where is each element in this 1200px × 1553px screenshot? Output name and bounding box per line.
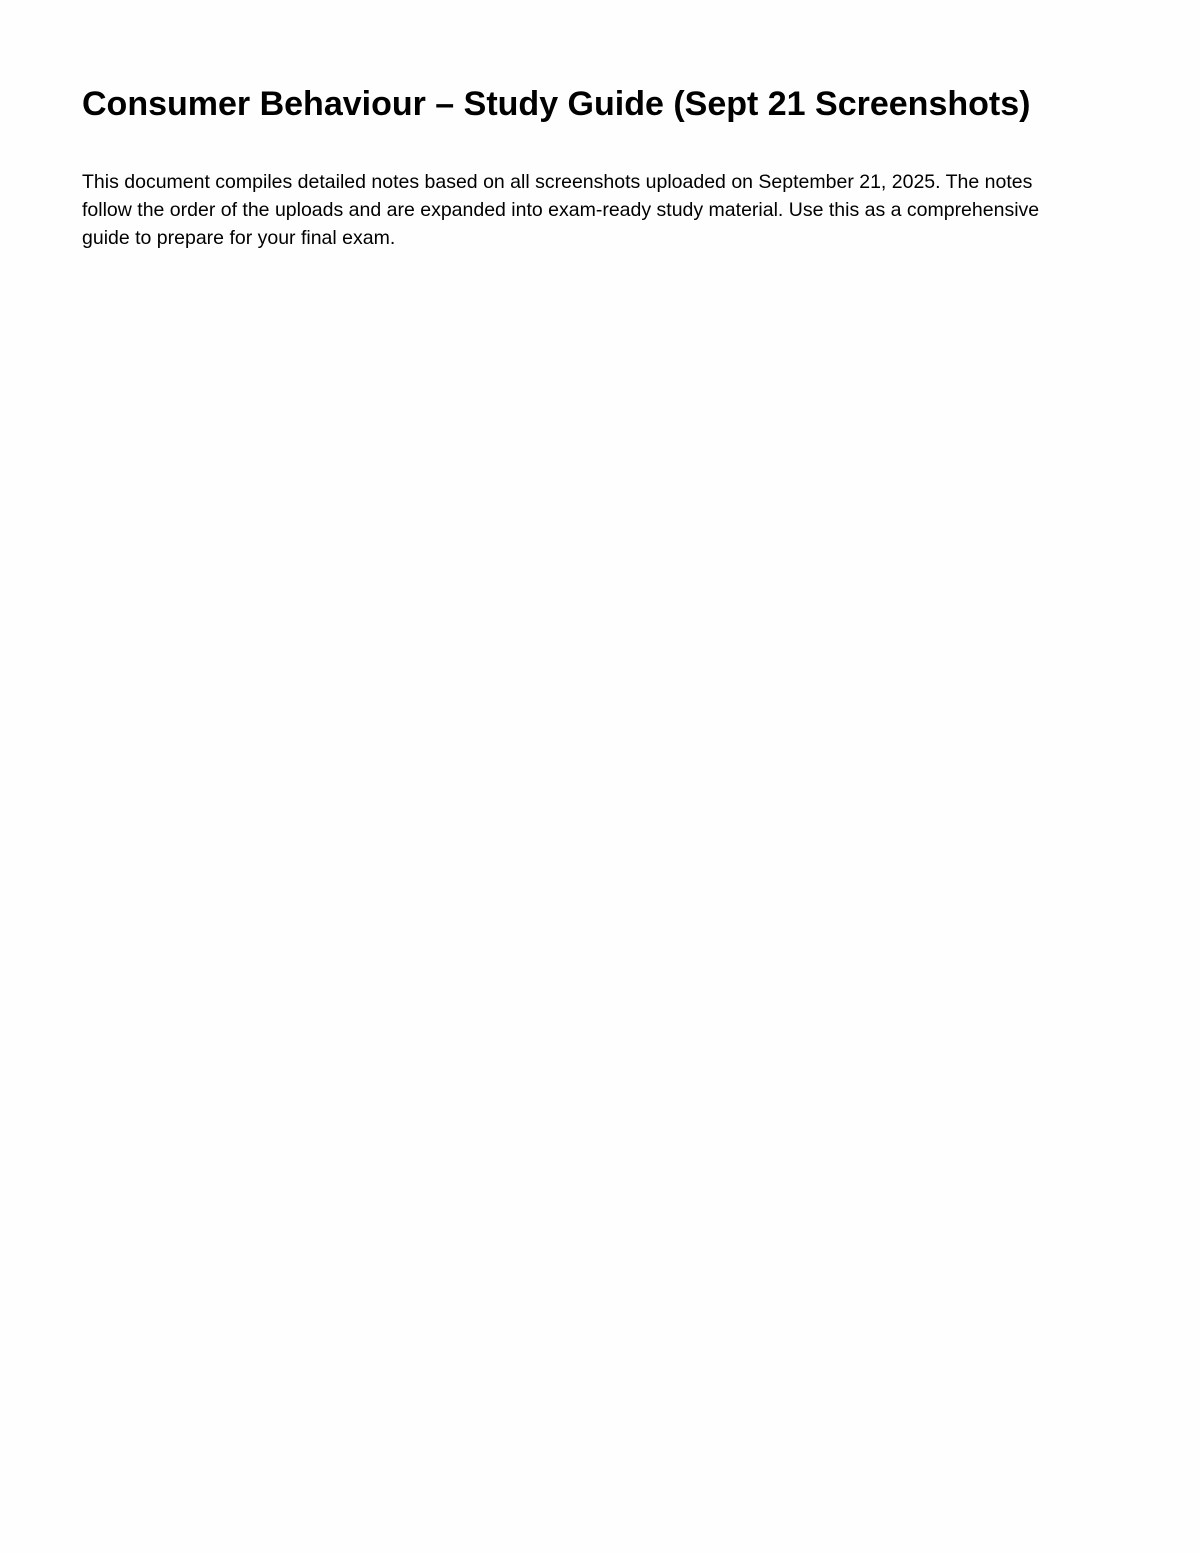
intro-paragraph (82, 168, 1122, 252)
page-title: Consumer Behaviour – Study Guide (Sept 21 Screenshots) (82, 85, 1031, 123)
intro-line: This document compiles detailed notes based on all screenshots uploaded on September 21, 2025. The notes (82, 171, 1033, 193)
intro-line: follow the order of the uploads and are expanded into exam-ready study material. Use this as a comprehensive (82, 199, 1040, 221)
intro-line: guide to prepare for your final exam. (82, 227, 396, 249)
